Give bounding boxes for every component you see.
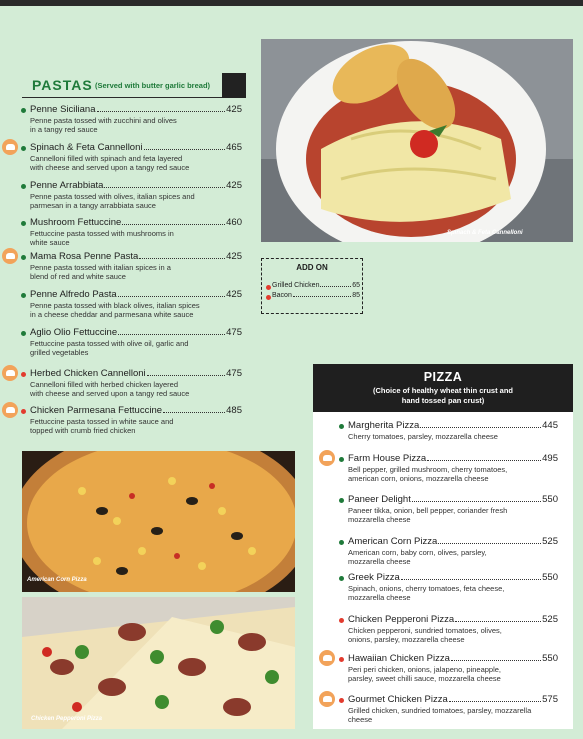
menu-item-description: parmesan in a tangy arrabbiata sauce: [30, 201, 156, 210]
addon-name: Grilled Chicken: [272, 282, 320, 289]
addon-bullet: [266, 285, 271, 290]
addon-price: 85: [352, 292, 360, 299]
leader-dots: [449, 701, 541, 702]
menu-item: [348, 536, 558, 566]
pizza-subtitle-line1: (Choice of healthy wheat thin crust and: [372, 386, 513, 395]
menu-item-price: 445: [542, 420, 558, 431]
menu-item-description: Spinach, onions, cherry tomatoes, feta cheese,: [348, 584, 505, 593]
chef-hat-shape: [323, 455, 332, 461]
menu-item-description: in a tangy red sauce: [30, 125, 98, 134]
menu-item-description: Fettuccine pasta tossed with olive oil, garlic and: [30, 339, 189, 348]
leader-dots: [438, 543, 541, 544]
leader-dots: [97, 111, 226, 112]
chef-special-icon: [2, 365, 18, 381]
menu-item-price: 550: [542, 653, 558, 664]
veg-indicator-icon: [339, 576, 344, 581]
chef-hat-shape: [323, 655, 332, 661]
pepperoni-pizza-image: [22, 597, 295, 729]
menu-item-description: onions, parsley, mozzarella cheese: [348, 635, 465, 644]
menu-item-description: Cannelloni filled with herbed chicken layered: [30, 380, 179, 389]
menu-item-name: American Corn Pizza: [348, 536, 438, 547]
addon-title: ADD ON: [296, 263, 328, 272]
menu-item-price: 485: [226, 405, 242, 416]
menu-item-row: [30, 289, 242, 301]
menu-item: [30, 289, 242, 319]
menu-item-name: Herbed Chicken Cannelloni: [30, 368, 146, 379]
pizza-section-header: [313, 364, 573, 412]
menu-item-description: topped with crumb fried chicken: [30, 426, 136, 435]
leader-dots: [401, 579, 541, 580]
menu-item-description: Fettuccine pasta tossed with mushrooms in: [30, 229, 174, 238]
corn-pizza-photo: [22, 451, 295, 592]
leader-dots: [163, 412, 225, 413]
addon-name: Bacon: [272, 292, 292, 299]
menu-item: [348, 420, 558, 441]
leader-dots: [293, 292, 351, 297]
menu-item-name: Chicken Parmesana Fettuccine: [30, 405, 163, 416]
pasta-title: PASTAS: [32, 77, 93, 93]
leader-dots: [420, 427, 541, 428]
menu-item-price: 475: [226, 368, 242, 379]
menu-item-name: Mushroom Fettuccine: [30, 217, 122, 228]
menu-item-description: Fettuccine pasta tossed in white sauce and: [30, 417, 174, 426]
leader-dots: [427, 460, 541, 461]
menu-item-description: Penne pasta tossed with black olives, italian spices: [30, 301, 200, 310]
pasta-subtitle: (Served with butter garlic bread): [95, 81, 211, 90]
pizza-title: PIZZA: [423, 370, 463, 384]
menu-item-description: Grilled chicken, sundried tomatoes, parsley, mozzarella: [348, 706, 532, 715]
addon-bullet: [266, 295, 271, 300]
top-border: [0, 0, 583, 6]
pasta-header-block: [222, 73, 246, 98]
veg-indicator-icon: [21, 146, 26, 151]
menu-item: [30, 405, 242, 435]
veg-indicator-icon: [339, 498, 344, 503]
menu-item-description: american corn, onions, mozzarella cheese: [348, 474, 489, 483]
menu-item-name: Penne Alfredo Pasta: [30, 289, 117, 300]
menu-item-name: Chicken Pepperoni Pizza: [348, 614, 455, 625]
menu-item-price: 550: [542, 572, 558, 583]
leader-dots: [455, 621, 541, 622]
menu-item-description: Cannelloni filled with spinach and feta layered: [30, 154, 183, 163]
menu-item: [30, 251, 242, 281]
menu-item-description: in a cheese cheddar and parmesana white sauce: [30, 310, 194, 319]
menu-item-price: 550: [542, 494, 558, 505]
menu-item-row: [30, 368, 242, 380]
menu-item-row: [30, 104, 242, 116]
non-veg-indicator-icon: [21, 409, 26, 414]
corn-pizza-caption: American Corn Pizza: [27, 577, 87, 583]
leader-dots: [147, 375, 225, 376]
menu-item-price: 575: [542, 694, 558, 705]
menu-item-name: Farm House Pizza: [348, 453, 427, 464]
non-veg-indicator-icon: [21, 372, 26, 377]
menu-item-row: [348, 572, 558, 584]
menu-item-row: [30, 142, 242, 154]
menu-item-description: cheese: [348, 715, 373, 724]
menu-item-description: mozzarella cheese: [348, 593, 411, 602]
pasta-section-header: [22, 73, 246, 98]
leader-dots: [320, 282, 351, 287]
menu-item: [30, 217, 242, 247]
leader-dots: [144, 149, 226, 150]
cannelloni-image: [261, 39, 573, 242]
non-veg-indicator-icon: [339, 657, 344, 662]
menu-item: [348, 494, 558, 524]
menu-item: [30, 142, 242, 172]
menu-item: [30, 327, 242, 357]
menu-item-price: 425: [226, 104, 242, 115]
chef-special-icon: [2, 402, 18, 418]
menu-item-name: Spinach & Feta Cannelloni: [30, 142, 143, 153]
menu-item-row: [348, 614, 558, 626]
menu-item-price: 425: [226, 180, 242, 191]
menu-item-description: white sauce: [30, 238, 70, 247]
menu-item-price: 495: [542, 453, 558, 464]
veg-indicator-icon: [21, 255, 26, 260]
leader-dots: [104, 187, 225, 188]
veg-indicator-icon: [339, 424, 344, 429]
menu-item-price: 425: [226, 251, 242, 262]
pepperoni-pizza-photo: [22, 597, 295, 729]
menu-item-description: with cheese and served upon a tangy red sauce: [30, 163, 190, 172]
menu-item-description: Penne pasta tossed with olives, italian spices and: [30, 192, 195, 201]
menu-item-row: [30, 405, 242, 417]
menu-item-row: [348, 653, 558, 665]
menu-item: [30, 104, 242, 134]
menu-item: [30, 180, 242, 210]
pepperoni-pizza-caption: Chicken Pepperoni Pizza: [31, 716, 103, 722]
menu-item-name: Paneer Delight: [348, 494, 411, 505]
menu-item-name: Gourmet Chicken Pizza: [348, 694, 448, 705]
menu-item-description: grilled vegetables: [30, 348, 89, 357]
menu-item-description: Penne pasta tossed with italian spices in a: [30, 263, 171, 272]
corn-pizza-image: [22, 451, 295, 592]
veg-indicator-icon: [21, 221, 26, 226]
menu-item-description: Paneer tikka, onion, bell pepper, coriander fresh: [348, 506, 508, 515]
menu-item: [348, 614, 558, 644]
menu-item-description: mozzarella cheese: [348, 515, 411, 524]
menu-item-description: Peri peri chicken, onions, jalapeno, pineapple,: [348, 665, 502, 674]
addon-row: [272, 282, 360, 289]
cannelloni-photo: [261, 39, 573, 242]
veg-indicator-icon: [21, 184, 26, 189]
leader-dots: [451, 660, 541, 661]
menu-item-name: Aglio Olio Fettuccine: [30, 327, 118, 338]
menu-item: [348, 653, 558, 683]
menu-item-description: parsley, sweet chilli sauce, mozzarella cheese: [348, 674, 501, 683]
menu-item: [348, 694, 558, 724]
menu-item-name: Greek Pizza: [348, 572, 400, 583]
menu-item-row: [30, 180, 242, 192]
veg-indicator-icon: [21, 293, 26, 298]
menu-item-description: Penne pasta tossed with zucchini and olives: [30, 116, 177, 125]
leader-dots: [139, 258, 225, 259]
menu-item-description: American corn, baby corn, olives, parsley,: [348, 548, 487, 557]
menu-item-row: [348, 420, 558, 432]
chef-hat-shape: [323, 696, 332, 702]
menu-item-price: 465: [226, 142, 242, 153]
pizza-section: [313, 364, 573, 729]
menu-item-description: blend of red and white sauce: [30, 272, 126, 281]
veg-indicator-icon: [339, 540, 344, 545]
chef-hat-shape: [6, 253, 15, 259]
menu-item-name: Hawaiian Chicken Pizza: [348, 653, 450, 664]
menu-item-row: [30, 217, 242, 229]
menu-item-row: [348, 453, 558, 465]
menu-item-description: Bell pepper, grilled mushroom, cherry tomatoes,: [348, 465, 508, 474]
menu-item-row: [348, 536, 558, 548]
menu-item: [348, 453, 558, 483]
chef-hat-shape: [6, 144, 15, 150]
chef-special-icon: [319, 691, 335, 707]
menu-item-row: [348, 494, 558, 506]
chef-hat-shape: [6, 370, 15, 376]
leader-dots: [412, 501, 541, 502]
menu-item-name: Penne Siciliana: [30, 104, 96, 115]
veg-indicator-icon: [339, 457, 344, 462]
leader-dots: [118, 296, 226, 297]
menu-item-price: 475: [226, 327, 242, 338]
cannelloni-caption: Spinach & Feta Cannelloni: [447, 230, 523, 236]
chef-special-icon: [2, 248, 18, 264]
menu-item-name: Mama Rosa Penne Pasta: [30, 251, 139, 262]
veg-indicator-icon: [21, 331, 26, 336]
menu-item-name: Margherita Pizza: [348, 420, 420, 431]
menu-item-price: 525: [542, 614, 558, 625]
menu-item-description: Cherry tomatoes, parsley, mozzarella cheese: [348, 432, 498, 441]
chef-special-icon: [319, 650, 335, 666]
menu-item-description: Chicken pepperoni, sundried tomatoes, olives,: [348, 626, 502, 635]
menu-item-price: 425: [226, 289, 242, 300]
menu-item: [348, 572, 558, 602]
addon-row: [272, 292, 360, 299]
menu-item-description: with cheese and served upon a tangy red sauce: [30, 389, 190, 398]
menu-item-price: 525: [542, 536, 558, 547]
menu-item: [30, 368, 242, 398]
addon-price: 65: [352, 282, 360, 289]
pizza-subtitle-line2: hand tossed pan crust): [401, 396, 485, 405]
leader-dots: [122, 224, 225, 225]
menu-item-row: [348, 694, 558, 706]
menu-item-price: 460: [226, 217, 242, 228]
chef-hat-shape: [6, 407, 15, 413]
veg-indicator-icon: [21, 108, 26, 113]
chef-special-icon: [319, 450, 335, 466]
menu-item-description: mozzarella cheese: [348, 557, 411, 566]
menu-item-row: [30, 251, 242, 263]
leader-dots: [118, 334, 225, 335]
menu-item-row: [30, 327, 242, 339]
addon-box: [261, 258, 363, 314]
menu-item-name: Penne Arrabbiata: [30, 180, 104, 191]
non-veg-indicator-icon: [339, 618, 344, 623]
chef-special-icon: [2, 139, 18, 155]
non-veg-indicator-icon: [339, 698, 344, 703]
